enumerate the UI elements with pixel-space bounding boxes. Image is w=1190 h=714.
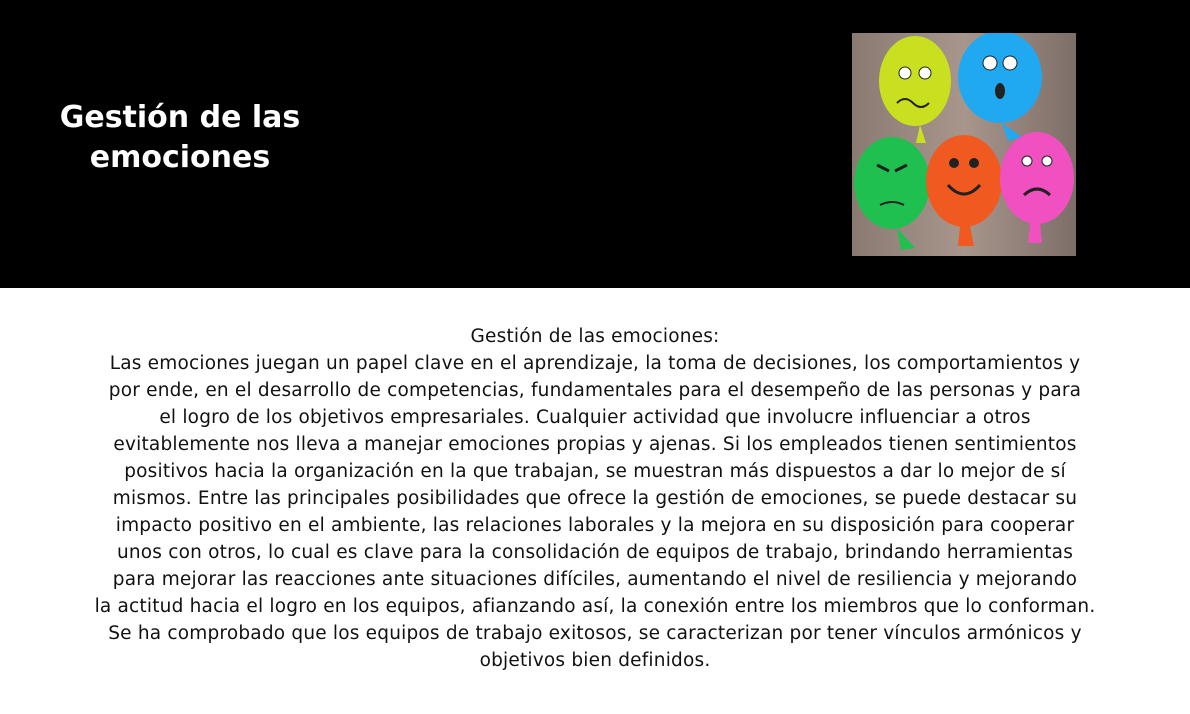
- body-line: unos con otros, lo cual es clave para la consolidación de equipos de trabajo, brindando herramientas: [116, 542, 1074, 563]
- slide-title: [20, 98, 340, 178]
- body-line: Las emociones juegan un papel clave en el aprendizaje, la toma de decisiones, los comportamientos y: [109, 353, 1081, 374]
- slide-title-line: Gestión de las: [59, 100, 301, 135]
- body-line: objetivos bien definidos.: [479, 650, 711, 671]
- body-line: mismos. Entre las principales posibilidades que ofrece la gestión de emociones, se puede destacar su: [112, 488, 1078, 509]
- header-banner: [0, 0, 1190, 288]
- body-line: positivos hacia la organización en la que trabajan, se muestran más dispuestos a dar lo mejor de sí: [124, 461, 1066, 482]
- body-line: por ende, en el desarrollo de competencias, fundamentales para el desempeño de las personas y para: [108, 380, 1082, 401]
- body-heading: Gestión de las emociones:: [470, 326, 720, 347]
- body-line: impacto positivo en el ambiente, las relaciones laborales y la mejora en su disposición para cooperar: [115, 515, 1075, 536]
- body-line: evitablemente nos lleva a manejar emociones propias y ajenas. Si los empleados tienen sentimientos: [113, 434, 1077, 455]
- slide-title-line: emociones: [89, 140, 271, 175]
- body-line: la actitud hacia el logro en los equipos, afianzando así, la conexión entre los miembros que lo conforman.: [94, 596, 1096, 617]
- body-text: [0, 323, 1190, 674]
- body-line: Se ha comprobado que los equipos de trabajo exitosos, se caracterizan por tener vínculos armónicos y: [108, 623, 1082, 644]
- body-line: para mejorar las reacciones ante situaciones difíciles, aumentando el nivel de resiliencia y mejorando: [112, 569, 1078, 590]
- emotion-balloons-image: [852, 33, 1076, 256]
- body-line: el logro de los objetivos empresariales. Cualquier actividad que involucre influenciar a otros: [159, 407, 1031, 428]
